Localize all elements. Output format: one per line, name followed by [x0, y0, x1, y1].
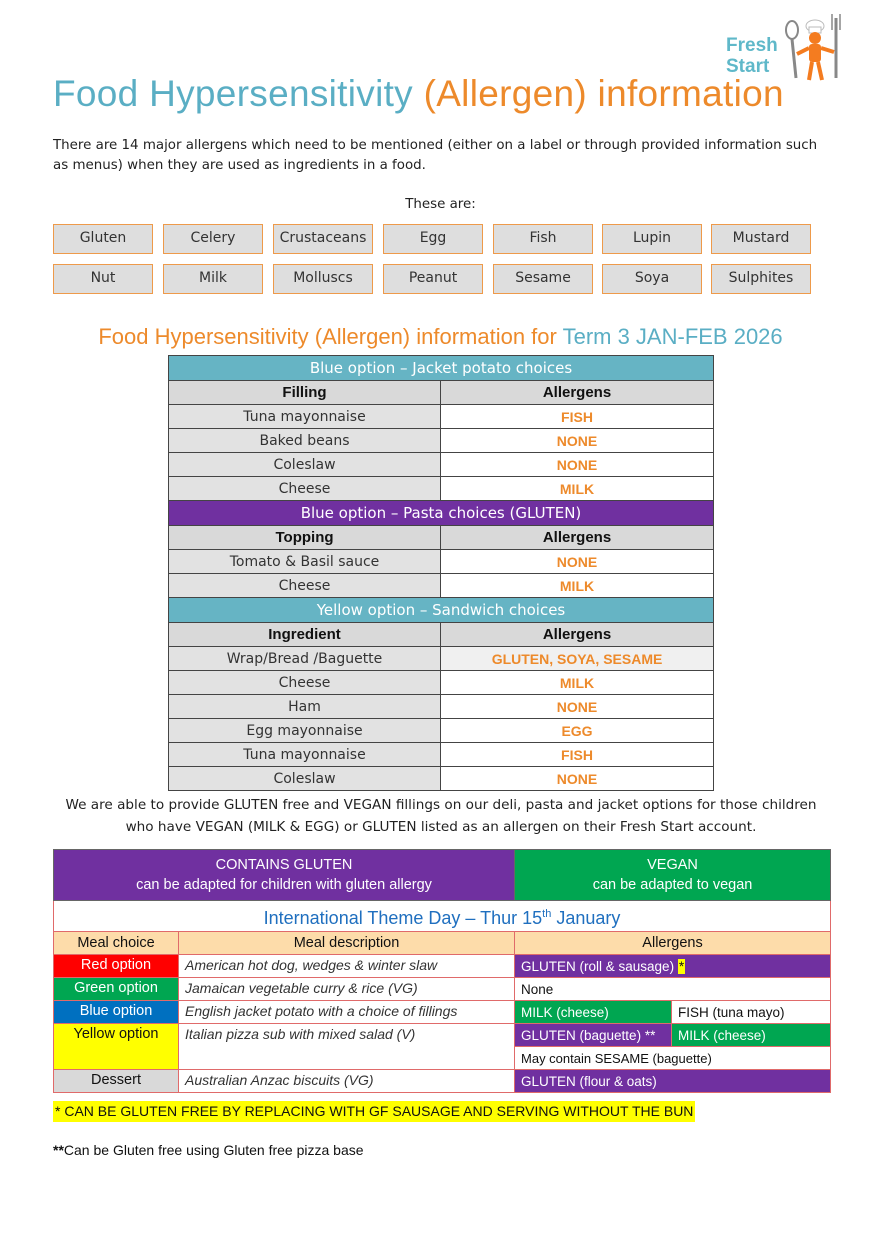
allergen-cell: [515, 955, 831, 978]
table-row: [54, 978, 831, 1001]
ingredient-name: Ham: [169, 695, 441, 719]
term-title: [0, 322, 881, 352]
these-are-label: These are:: [405, 197, 476, 212]
filling-name: Baked beans: [169, 429, 441, 453]
table-row: [169, 743, 714, 767]
column-header: Allergens: [441, 526, 714, 550]
allergen-value: FISH: [441, 743, 714, 767]
allergen-value: NONE: [441, 767, 714, 791]
allergen-chip: Egg: [383, 224, 483, 254]
allergen-value: MILK: [441, 574, 714, 598]
column-header: Filling: [169, 381, 441, 405]
allergen-chip: Sulphites: [711, 264, 811, 294]
allergen-chip: Gluten: [53, 224, 153, 254]
ingredient-name: Coleslaw: [169, 767, 441, 791]
allergen-value: MILK: [441, 671, 714, 695]
table-row: [169, 695, 714, 719]
table-row: [169, 453, 714, 477]
gluten-vegan-note: We are able to provide GLUTEN free and VEGAN fillings on our deli, pasta and jacket options for those children who have VEGAN (MILK & EGG) or GLUTEN listed as an allergen on their Fresh Start account.: [65, 797, 817, 835]
allergen-cell: MILK (cheese): [672, 1024, 831, 1047]
meal-description: Australian Anzac biscuits (VG): [179, 1070, 515, 1093]
allergen-cell: GLUTEN (baguette) **: [515, 1024, 672, 1047]
allergen-cell: MILK (cheese): [515, 1001, 672, 1024]
options-allergen-table: [168, 355, 714, 791]
column-header: Allergens: [441, 381, 714, 405]
theme-title-month: January: [551, 907, 621, 928]
table-row: [169, 405, 714, 429]
legend-vegan-title: VEGAN: [647, 857, 698, 873]
table-row: [54, 955, 831, 978]
topping-name: Cheese: [169, 574, 441, 598]
logo-text-line2: Start: [726, 56, 770, 77]
allergen-cell: None: [515, 978, 831, 1001]
allergen-value: NONE: [441, 429, 714, 453]
allergen-chip: Soya: [602, 264, 702, 294]
ingredient-name: Egg mayonnaise: [169, 719, 441, 743]
allergen-chip: Milk: [163, 264, 263, 294]
table-row: [169, 767, 714, 791]
title-part-2: (Allergen) information: [423, 73, 784, 114]
column-header: Topping: [169, 526, 441, 550]
footnote-gluten-free-sausage: * CAN BE GLUTEN FREE BY REPLACING WITH GF SAUSAGE AND SERVING WITHOUT THE BUN: [53, 1101, 695, 1122]
allergen-chip: Celery: [163, 224, 263, 254]
ingredient-name: Wrap/Bread /Baguette: [169, 647, 441, 671]
table-row: [169, 429, 714, 453]
footnote-gluten-free-pizza: [53, 1141, 364, 1160]
allergen-value: EGG: [441, 719, 714, 743]
legend-vegan-subtitle: can be adapted to vegan: [592, 877, 753, 893]
allergen-chip: Fish: [493, 224, 593, 254]
theme-day-title: [54, 901, 831, 932]
green-option-label: Green option: [54, 978, 179, 1001]
column-header: Ingredient: [169, 623, 441, 647]
ingredient-name: Cheese: [169, 671, 441, 695]
legend-contains-gluten: [54, 850, 515, 901]
table-row: [169, 550, 714, 574]
chef-mascot-icon: [782, 12, 842, 84]
allergen-chip: Peanut: [383, 264, 483, 294]
dessert-option-label: Dessert: [54, 1070, 179, 1093]
logo-text-line1: Fresh: [726, 35, 778, 56]
table-row: [169, 477, 714, 501]
allergen-value: NONE: [441, 695, 714, 719]
allergen-chip: Molluscs: [273, 264, 373, 294]
allergen-cell: May contain SESAME (baguette): [515, 1047, 831, 1070]
table-row: [169, 719, 714, 743]
column-header: Allergens: [515, 932, 831, 955]
table-row: [54, 1024, 831, 1047]
allergen-chip: Sesame: [493, 264, 593, 294]
sandwich-heading: Yellow option – Sandwich choices: [169, 598, 714, 623]
theme-title-text: International Theme Day – Thur 15: [263, 907, 543, 928]
intro-text: There are 14 major allergens which need to be mentioned (either on a label or through provided information such as menus) when they are used as ingredients in a food.: [53, 138, 818, 173]
term-title-part-1: Food Hypersensitivity (Allergen) information for: [98, 324, 563, 349]
ingredient-name: Tuna mayonnaise: [169, 743, 441, 767]
column-header: Allergens: [441, 623, 714, 647]
allergen-cell: GLUTEN (flour & oats): [515, 1070, 831, 1093]
allergen-chip: Mustard: [711, 224, 811, 254]
legend-gluten-title: CONTAINS GLUTEN: [215, 857, 353, 873]
filling-name: Cheese: [169, 477, 441, 501]
topping-name: Tomato & Basil sauce: [169, 550, 441, 574]
page-title: [53, 70, 784, 118]
footnote-text: Can be Gluten free using Gluten free pizza base: [63, 1142, 364, 1158]
allergen-value: GLUTEN, SOYA, SESAME: [441, 647, 714, 671]
table-row: [169, 574, 714, 598]
table-row: [169, 647, 714, 671]
legend-gluten-subtitle: can be adapted for children with gluten allergy: [136, 877, 432, 893]
allergen-value: NONE: [441, 453, 714, 477]
yellow-option-label: Yellow option: [54, 1024, 179, 1070]
table-row: [54, 1001, 831, 1024]
table-row: [169, 671, 714, 695]
meal-description: American hot dog, wedges & winter slaw: [179, 955, 515, 978]
footnote-stars: **: [53, 1142, 64, 1158]
table-row: [54, 1070, 831, 1093]
column-header: Meal description: [179, 932, 515, 955]
theme-day-menu-table: [53, 849, 831, 1093]
allergen-chip: Crustaceans: [273, 224, 373, 254]
footnote-marker: *: [678, 958, 685, 974]
allergen-chip: Nut: [53, 264, 153, 294]
red-option-label: Red option: [54, 955, 179, 978]
allergen-value: NONE: [441, 550, 714, 574]
pasta-heading: Blue option – Pasta choices (GLUTEN): [169, 501, 714, 526]
allergen-cell: FISH (tuna mayo): [672, 1001, 831, 1024]
meal-description: Italian pizza sub with mixed salad (V): [179, 1024, 515, 1070]
jacket-heading: Blue option – Jacket potato choices: [169, 356, 714, 381]
filling-name: Tuna mayonnaise: [169, 405, 441, 429]
theme-title-sup: th: [542, 907, 552, 920]
meal-description: English jacket potato with a choice of fillings: [179, 1001, 515, 1024]
blue-option-label: Blue option: [54, 1001, 179, 1024]
filling-name: Coleslaw: [169, 453, 441, 477]
allergen-value: FISH: [441, 405, 714, 429]
allergen-text: GLUTEN (roll & sausage): [521, 958, 678, 974]
allergen-chip: Lupin: [602, 224, 702, 254]
legend-vegan: [515, 850, 831, 901]
term-title-part-2: Term 3 JAN-FEB 2026: [562, 324, 783, 349]
meal-description: Jamaican vegetable curry & rice (VG): [179, 978, 515, 1001]
allergen-value: MILK: [441, 477, 714, 501]
column-header: Meal choice: [54, 932, 179, 955]
title-part-1: Food Hypersensitivity: [53, 73, 424, 114]
